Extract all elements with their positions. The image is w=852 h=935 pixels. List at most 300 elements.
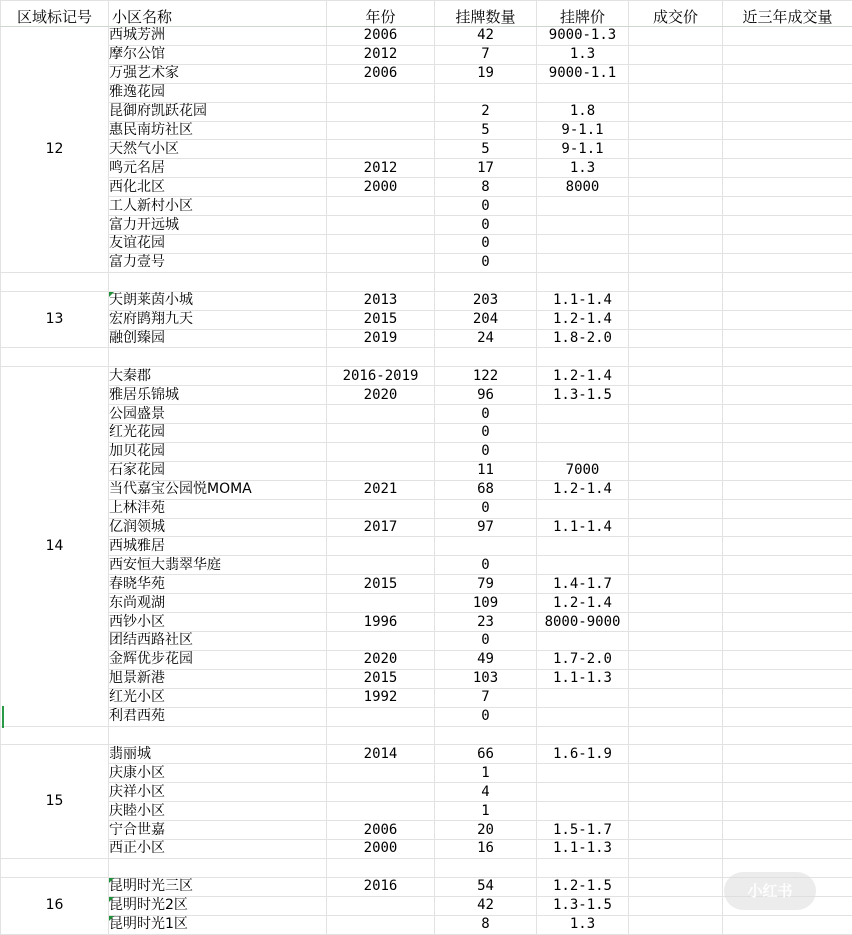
zone-cell[interactable]: 12 xyxy=(1,27,109,273)
volume-cell[interactable] xyxy=(723,197,852,216)
year-cell[interactable] xyxy=(327,537,435,556)
volume-cell[interactable] xyxy=(723,821,852,840)
year-cell[interactable] xyxy=(327,461,435,480)
community-name-cell[interactable] xyxy=(109,272,327,291)
deal-cell[interactable] xyxy=(629,348,723,367)
deal-cell[interactable] xyxy=(629,442,723,461)
volume-cell[interactable] xyxy=(723,764,852,783)
deal-cell[interactable] xyxy=(629,537,723,556)
volume-cell[interactable] xyxy=(723,253,852,272)
deal-cell[interactable] xyxy=(629,386,723,405)
year-cell[interactable] xyxy=(327,159,435,178)
price-cell[interactable] xyxy=(537,140,629,159)
deal-cell[interactable] xyxy=(629,669,723,688)
price-cell[interactable] xyxy=(537,480,629,499)
volume-cell[interactable] xyxy=(723,688,852,707)
listings-cell[interactable] xyxy=(435,707,537,726)
listings-cell[interactable] xyxy=(435,367,537,386)
community-name-cell[interactable] xyxy=(109,159,327,178)
community-name-cell[interactable] xyxy=(109,877,327,896)
year-cell[interactable] xyxy=(327,216,435,235)
deal-cell[interactable] xyxy=(629,159,723,178)
deal-cell[interactable] xyxy=(629,197,723,216)
price-cell[interactable] xyxy=(537,613,629,632)
deal-cell[interactable] xyxy=(629,858,723,877)
price-cell[interactable] xyxy=(537,688,629,707)
price-cell[interactable] xyxy=(537,291,629,310)
listings-cell[interactable] xyxy=(435,140,537,159)
year-cell[interactable] xyxy=(327,669,435,688)
price-cell[interactable] xyxy=(537,216,629,235)
deal-cell[interactable] xyxy=(629,310,723,329)
header-deal[interactable]: 成交价 xyxy=(629,1,723,27)
volume-cell[interactable] xyxy=(723,386,852,405)
community-name-cell[interactable] xyxy=(109,915,327,934)
community-name-cell[interactable] xyxy=(109,83,327,102)
year-cell[interactable] xyxy=(327,291,435,310)
community-name-cell[interactable] xyxy=(109,102,327,121)
deal-cell[interactable] xyxy=(629,291,723,310)
price-cell[interactable] xyxy=(537,499,629,518)
listings-cell[interactable] xyxy=(435,442,537,461)
year-cell[interactable] xyxy=(327,272,435,291)
year-cell[interactable] xyxy=(327,594,435,613)
deal-cell[interactable] xyxy=(629,178,723,197)
volume-cell[interactable] xyxy=(723,594,852,613)
deal-cell[interactable] xyxy=(629,821,723,840)
community-name-cell[interactable] xyxy=(109,386,327,405)
price-cell[interactable] xyxy=(537,121,629,140)
zone-cell[interactable] xyxy=(1,348,109,367)
community-name-cell[interactable] xyxy=(109,64,327,83)
deal-cell[interactable] xyxy=(629,480,723,499)
price-cell[interactable] xyxy=(537,234,629,253)
volume-cell[interactable] xyxy=(723,216,852,235)
listings-cell[interactable] xyxy=(435,102,537,121)
deal-cell[interactable] xyxy=(629,707,723,726)
community-name-cell[interactable] xyxy=(109,253,327,272)
community-name-cell[interactable] xyxy=(109,310,327,329)
community-name-cell[interactable] xyxy=(109,726,327,745)
year-cell[interactable] xyxy=(327,915,435,934)
community-name-cell[interactable] xyxy=(109,329,327,348)
price-cell[interactable] xyxy=(537,159,629,178)
header-listings[interactable]: 挂牌数量 xyxy=(435,1,537,27)
deal-cell[interactable] xyxy=(629,272,723,291)
year-cell[interactable] xyxy=(327,234,435,253)
price-cell[interactable] xyxy=(537,253,629,272)
community-name-cell[interactable] xyxy=(109,499,327,518)
volume-cell[interactable] xyxy=(723,802,852,821)
deal-cell[interactable] xyxy=(629,556,723,575)
year-cell[interactable] xyxy=(327,575,435,594)
listings-cell[interactable] xyxy=(435,518,537,537)
deal-cell[interactable] xyxy=(629,726,723,745)
community-name-cell[interactable] xyxy=(109,178,327,197)
deal-cell[interactable] xyxy=(629,253,723,272)
header-price[interactable] xyxy=(537,1,629,27)
volume-cell[interactable] xyxy=(723,915,852,934)
listings-cell[interactable] xyxy=(435,64,537,83)
deal-cell[interactable] xyxy=(629,405,723,424)
listings-cell[interactable] xyxy=(435,386,537,405)
listings-cell[interactable] xyxy=(435,632,537,651)
price-cell[interactable] xyxy=(537,461,629,480)
community-name-cell[interactable] xyxy=(109,650,327,669)
year-cell[interactable] xyxy=(327,442,435,461)
listings-cell[interactable] xyxy=(435,253,537,272)
volume-cell[interactable] xyxy=(723,83,852,102)
price-cell[interactable] xyxy=(537,405,629,424)
community-name-cell[interactable] xyxy=(109,556,327,575)
price-cell[interactable] xyxy=(537,102,629,121)
listings-cell[interactable] xyxy=(435,178,537,197)
community-name-cell[interactable] xyxy=(109,575,327,594)
listings-cell[interactable] xyxy=(435,310,537,329)
volume-cell[interactable] xyxy=(723,518,852,537)
listings-cell[interactable] xyxy=(435,821,537,840)
year-cell[interactable] xyxy=(327,424,435,443)
price-cell[interactable] xyxy=(537,839,629,858)
year-cell[interactable] xyxy=(327,405,435,424)
volume-cell[interactable] xyxy=(723,726,852,745)
volume-cell[interactable] xyxy=(723,669,852,688)
deal-cell[interactable] xyxy=(629,499,723,518)
deal-cell[interactable] xyxy=(629,915,723,934)
year-cell[interactable] xyxy=(327,348,435,367)
year-cell[interactable] xyxy=(327,556,435,575)
deal-cell[interactable] xyxy=(629,575,723,594)
volume-cell[interactable] xyxy=(723,121,852,140)
volume-cell[interactable] xyxy=(723,613,852,632)
price-cell[interactable] xyxy=(537,915,629,934)
community-name-cell[interactable] xyxy=(109,461,327,480)
volume-cell[interactable] xyxy=(723,707,852,726)
community-name-cell[interactable] xyxy=(109,442,327,461)
price-cell[interactable] xyxy=(537,518,629,537)
deal-cell[interactable] xyxy=(629,650,723,669)
deal-cell[interactable] xyxy=(629,613,723,632)
year-cell[interactable] xyxy=(327,858,435,877)
price-cell[interactable] xyxy=(537,669,629,688)
header-volume[interactable]: 近三年成交量 xyxy=(723,1,852,27)
deal-cell[interactable] xyxy=(629,518,723,537)
community-name-cell[interactable] xyxy=(109,518,327,537)
community-name-cell[interactable] xyxy=(109,480,327,499)
header-year[interactable]: 年份 xyxy=(327,1,435,27)
listings-cell[interactable] xyxy=(435,197,537,216)
community-name-cell[interactable] xyxy=(109,613,327,632)
year-cell[interactable] xyxy=(327,140,435,159)
deal-cell[interactable] xyxy=(629,367,723,386)
listings-cell[interactable] xyxy=(435,291,537,310)
price-cell[interactable] xyxy=(537,64,629,83)
listings-cell[interactable] xyxy=(435,745,537,764)
deal-cell[interactable] xyxy=(629,688,723,707)
listings-cell[interactable] xyxy=(435,858,537,877)
community-name-cell[interactable] xyxy=(109,291,327,310)
community-name-cell[interactable] xyxy=(109,783,327,802)
volume-cell[interactable] xyxy=(723,178,852,197)
listings-cell[interactable] xyxy=(435,234,537,253)
year-cell[interactable] xyxy=(327,197,435,216)
price-cell[interactable] xyxy=(537,537,629,556)
volume-cell[interactable] xyxy=(723,537,852,556)
volume-cell[interactable] xyxy=(723,575,852,594)
header-zone[interactable]: 区域标记号 xyxy=(1,1,109,27)
zone-cell[interactable] xyxy=(1,272,109,291)
community-name-cell[interactable] xyxy=(109,348,327,367)
listings-cell[interactable] xyxy=(435,726,537,745)
community-name-cell[interactable] xyxy=(109,632,327,651)
volume-cell[interactable] xyxy=(723,64,852,83)
deal-cell[interactable] xyxy=(629,64,723,83)
price-cell[interactable] xyxy=(537,896,629,915)
listings-cell[interactable] xyxy=(435,594,537,613)
deal-cell[interactable] xyxy=(629,45,723,64)
price-cell[interactable] xyxy=(537,575,629,594)
price-cell[interactable] xyxy=(537,707,629,726)
year-cell[interactable] xyxy=(327,745,435,764)
zone-cell[interactable]: 15 xyxy=(1,745,109,858)
community-name-cell[interactable] xyxy=(109,594,327,613)
listings-cell[interactable] xyxy=(435,499,537,518)
year-cell[interactable] xyxy=(327,783,435,802)
year-cell[interactable] xyxy=(327,821,435,840)
listings-cell[interactable] xyxy=(435,83,537,102)
listings-cell[interactable] xyxy=(435,121,537,140)
listings-cell[interactable] xyxy=(435,480,537,499)
price-cell[interactable] xyxy=(537,45,629,64)
volume-cell[interactable] xyxy=(723,272,852,291)
price-cell[interactable] xyxy=(537,442,629,461)
community-name-cell[interactable] xyxy=(109,424,327,443)
year-cell[interactable] xyxy=(327,178,435,197)
community-name-cell[interactable] xyxy=(109,707,327,726)
deal-cell[interactable] xyxy=(629,121,723,140)
price-cell[interactable] xyxy=(537,310,629,329)
volume-cell[interactable] xyxy=(723,234,852,253)
deal-cell[interactable] xyxy=(629,27,723,46)
listings-cell[interactable] xyxy=(435,613,537,632)
year-cell[interactable] xyxy=(327,688,435,707)
community-name-cell[interactable] xyxy=(109,764,327,783)
price-cell[interactable] xyxy=(537,348,629,367)
year-cell[interactable] xyxy=(327,802,435,821)
listings-cell[interactable] xyxy=(435,461,537,480)
volume-cell[interactable] xyxy=(723,556,852,575)
listings-cell[interactable] xyxy=(435,45,537,64)
price-cell[interactable] xyxy=(537,272,629,291)
zone-cell[interactable]: 16 xyxy=(1,877,109,934)
community-name-cell[interactable] xyxy=(109,45,327,64)
year-cell[interactable] xyxy=(327,764,435,783)
community-name-cell[interactable] xyxy=(109,234,327,253)
deal-cell[interactable] xyxy=(629,216,723,235)
price-cell[interactable] xyxy=(537,726,629,745)
community-name-cell[interactable] xyxy=(109,896,327,915)
price-cell[interactable] xyxy=(537,83,629,102)
price-cell[interactable] xyxy=(537,802,629,821)
volume-cell[interactable] xyxy=(723,291,852,310)
volume-cell[interactable] xyxy=(723,45,852,64)
deal-cell[interactable] xyxy=(629,632,723,651)
listings-cell[interactable] xyxy=(435,575,537,594)
volume-cell[interactable] xyxy=(723,839,852,858)
community-name-cell[interactable] xyxy=(109,745,327,764)
price-cell[interactable] xyxy=(537,197,629,216)
listings-cell[interactable] xyxy=(435,424,537,443)
price-cell[interactable] xyxy=(537,594,629,613)
volume-cell[interactable] xyxy=(723,159,852,178)
community-name-cell[interactable] xyxy=(109,821,327,840)
listings-cell[interactable] xyxy=(435,877,537,896)
listings-cell[interactable] xyxy=(435,783,537,802)
community-name-cell[interactable] xyxy=(109,140,327,159)
year-cell[interactable] xyxy=(327,650,435,669)
volume-cell[interactable] xyxy=(723,367,852,386)
header-name[interactable]: 小区名称 xyxy=(109,1,327,27)
listings-cell[interactable] xyxy=(435,688,537,707)
listings-cell[interactable] xyxy=(435,537,537,556)
year-cell[interactable] xyxy=(327,896,435,915)
year-cell[interactable] xyxy=(327,726,435,745)
volume-cell[interactable] xyxy=(723,348,852,367)
deal-cell[interactable] xyxy=(629,83,723,102)
volume-cell[interactable] xyxy=(723,499,852,518)
listings-cell[interactable] xyxy=(435,329,537,348)
deal-cell[interactable] xyxy=(629,802,723,821)
deal-cell[interactable] xyxy=(629,896,723,915)
volume-cell[interactable] xyxy=(723,102,852,121)
community-name-cell[interactable] xyxy=(109,121,327,140)
community-name-cell[interactable] xyxy=(109,367,327,386)
community-name-cell[interactable] xyxy=(109,858,327,877)
listings-cell[interactable] xyxy=(435,915,537,934)
deal-cell[interactable] xyxy=(629,424,723,443)
community-name-cell[interactable] xyxy=(109,197,327,216)
deal-cell[interactable] xyxy=(629,461,723,480)
year-cell[interactable] xyxy=(327,121,435,140)
deal-cell[interactable] xyxy=(629,329,723,348)
zone-cell[interactable] xyxy=(1,726,109,745)
volume-cell[interactable] xyxy=(723,461,852,480)
listings-cell[interactable] xyxy=(435,216,537,235)
listings-cell[interactable] xyxy=(435,556,537,575)
year-cell[interactable] xyxy=(327,499,435,518)
price-cell[interactable] xyxy=(537,783,629,802)
price-cell[interactable] xyxy=(537,329,629,348)
year-cell[interactable] xyxy=(327,839,435,858)
volume-cell[interactable] xyxy=(723,27,852,46)
price-cell[interactable] xyxy=(537,821,629,840)
year-cell[interactable] xyxy=(327,367,435,386)
listings-cell[interactable] xyxy=(435,27,537,46)
zone-cell[interactable]: 13 xyxy=(1,291,109,348)
community-name-cell[interactable] xyxy=(109,688,327,707)
price-cell[interactable] xyxy=(537,386,629,405)
community-name-cell[interactable] xyxy=(109,802,327,821)
deal-cell[interactable] xyxy=(629,839,723,858)
volume-cell[interactable] xyxy=(723,650,852,669)
price-cell[interactable] xyxy=(537,745,629,764)
listings-cell[interactable] xyxy=(435,272,537,291)
deal-cell[interactable] xyxy=(629,745,723,764)
year-cell[interactable] xyxy=(327,83,435,102)
community-name-cell[interactable] xyxy=(109,537,327,556)
year-cell[interactable] xyxy=(327,386,435,405)
deal-cell[interactable] xyxy=(629,783,723,802)
price-cell[interactable] xyxy=(537,858,629,877)
community-name-cell[interactable] xyxy=(109,27,327,46)
volume-cell[interactable] xyxy=(723,745,852,764)
deal-cell[interactable] xyxy=(629,102,723,121)
year-cell[interactable] xyxy=(327,518,435,537)
listings-cell[interactable] xyxy=(435,159,537,178)
listings-cell[interactable] xyxy=(435,650,537,669)
year-cell[interactable] xyxy=(327,613,435,632)
year-cell[interactable] xyxy=(327,329,435,348)
volume-cell[interactable] xyxy=(723,783,852,802)
volume-cell[interactable] xyxy=(723,480,852,499)
volume-cell[interactable] xyxy=(723,329,852,348)
volume-cell[interactable] xyxy=(723,310,852,329)
zone-cell[interactable] xyxy=(1,858,109,877)
volume-cell[interactable] xyxy=(723,405,852,424)
volume-cell[interactable] xyxy=(723,442,852,461)
volume-cell[interactable] xyxy=(723,632,852,651)
deal-cell[interactable] xyxy=(629,764,723,783)
price-cell[interactable] xyxy=(537,27,629,46)
zone-cell[interactable]: 14 xyxy=(1,367,109,726)
price-cell[interactable] xyxy=(537,556,629,575)
price-cell[interactable] xyxy=(537,764,629,783)
community-name-cell[interactable] xyxy=(109,405,327,424)
year-cell[interactable] xyxy=(327,480,435,499)
listings-cell[interactable] xyxy=(435,839,537,858)
price-cell[interactable] xyxy=(537,632,629,651)
community-name-cell[interactable] xyxy=(109,839,327,858)
price-cell[interactable] xyxy=(537,877,629,896)
listings-cell[interactable] xyxy=(435,896,537,915)
price-cell[interactable] xyxy=(537,424,629,443)
volume-cell[interactable] xyxy=(723,140,852,159)
year-cell[interactable] xyxy=(327,632,435,651)
listings-cell[interactable] xyxy=(435,405,537,424)
community-name-cell[interactable] xyxy=(109,669,327,688)
volume-cell[interactable] xyxy=(723,424,852,443)
listings-cell[interactable] xyxy=(435,348,537,367)
listings-cell[interactable] xyxy=(435,802,537,821)
community-name-cell[interactable] xyxy=(109,216,327,235)
year-cell[interactable] xyxy=(327,45,435,64)
year-cell[interactable] xyxy=(327,310,435,329)
year-cell[interactable] xyxy=(327,102,435,121)
year-cell[interactable] xyxy=(327,64,435,83)
year-cell[interactable] xyxy=(327,253,435,272)
price-cell[interactable] xyxy=(537,367,629,386)
deal-cell[interactable] xyxy=(629,140,723,159)
listings-cell[interactable] xyxy=(435,669,537,688)
deal-cell[interactable] xyxy=(629,877,723,896)
year-cell[interactable] xyxy=(327,27,435,46)
listings-cell[interactable] xyxy=(435,764,537,783)
price-cell[interactable] xyxy=(537,650,629,669)
deal-cell[interactable] xyxy=(629,594,723,613)
price-cell[interactable] xyxy=(537,178,629,197)
deal-cell[interactable] xyxy=(629,234,723,253)
year-cell[interactable] xyxy=(327,877,435,896)
